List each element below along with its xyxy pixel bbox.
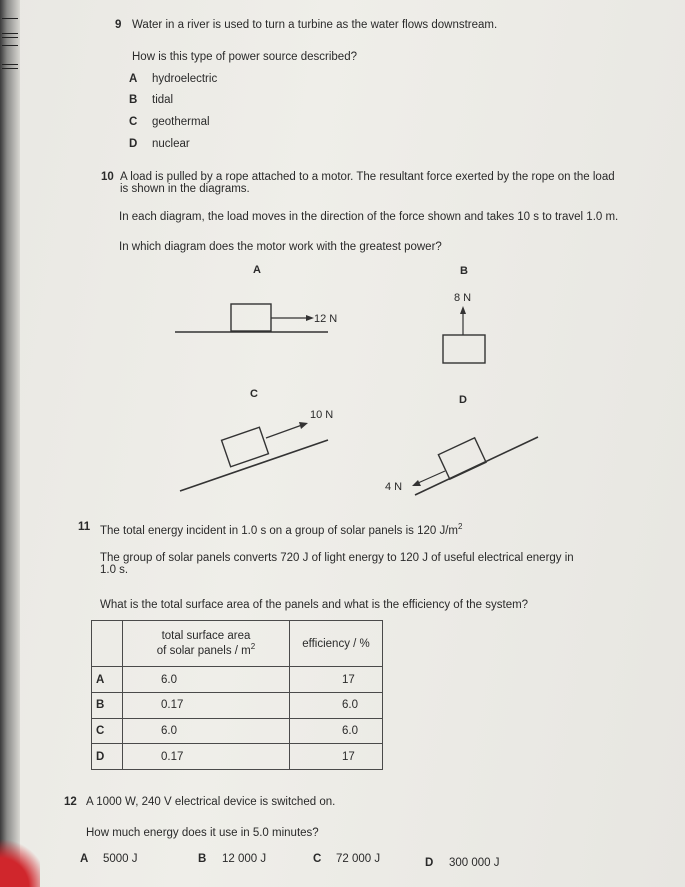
question-stem: Water in a river is used to turn a turbine as the water flows downstream. — [132, 19, 498, 31]
option-letter: C — [129, 116, 138, 128]
diagram-d-force: 4 N — [385, 481, 403, 493]
table-header-efficiency: efficiency / % — [290, 621, 383, 667]
option-letter: C — [313, 853, 322, 865]
option-letter: D — [425, 857, 434, 869]
question-stem-line1: A load is pulled by a rope attached to a motor. The resultant force exerted by the rope on the load — [120, 171, 615, 183]
question-paragraph-line2: 1.0 s. — [100, 564, 129, 576]
row-letter: B — [92, 692, 123, 718]
row-area: 6.0 — [123, 667, 290, 693]
row-letter: D — [92, 744, 123, 770]
row-area: 0.17 — [123, 692, 290, 718]
diagram-b-label: B — [460, 265, 468, 277]
question-stem: A 1000 W, 240 V electrical device is switched on. — [86, 796, 336, 808]
question-paragraph: In each diagram, the load moves in the direction of the force shown and takes 10 s to travel 1.0 m. — [119, 211, 619, 223]
row-area: 6.0 — [123, 718, 290, 744]
question-number: 10 — [101, 171, 114, 183]
diagram-c-force: 10 N — [310, 409, 334, 421]
option-letter: A — [80, 853, 89, 865]
table-row — [92, 744, 383, 770]
question-paragraph-line1: The group of solar panels converts 720 J of light energy to 120 J of useful electrical energy in — [100, 552, 574, 564]
option-text: 12 000 J — [222, 853, 267, 865]
table-row — [92, 692, 383, 718]
diagram-b-force: 8 N — [454, 292, 472, 304]
question-prompt: How is this type of power source described? — [132, 51, 357, 63]
diagram-c — [170, 415, 340, 495]
question-prompt: How much energy does it use in 5.0 minutes? — [86, 827, 319, 839]
row-efficiency: 6.0 — [290, 718, 383, 744]
diagram-c-label: C — [250, 388, 258, 400]
option-text: nuclear — [152, 138, 190, 150]
row-efficiency: 6.0 — [290, 692, 383, 718]
option-text: hydroelectric — [152, 73, 218, 85]
diagram-a-force: 12 N — [314, 313, 338, 325]
question-prompt: What is the total surface area of the panels and what is the efficiency of the system? — [100, 599, 529, 611]
question-number: 9 — [115, 19, 122, 31]
page-binding-edge — [0, 0, 20, 887]
row-letter: A — [92, 667, 123, 693]
option-text: tidal — [152, 94, 174, 106]
option-text: 300 000 J — [449, 857, 500, 869]
row-area: 0.17 — [123, 744, 290, 770]
option-text: 5000 J — [103, 853, 138, 865]
question-stem-line2: is shown in the diagrams. — [120, 183, 250, 195]
diagram-d — [400, 425, 545, 500]
table-header-area: total surface area of solar panels / $m^2$ — [123, 621, 290, 667]
question-number: 12 — [64, 796, 77, 808]
diagram-a-label: A — [253, 264, 261, 276]
table-row — [92, 667, 383, 693]
option-text: 72 000 J — [336, 853, 381, 865]
option-letter: A — [129, 73, 138, 85]
answer-table — [91, 620, 383, 770]
question-number: 11 — [78, 521, 91, 533]
question-prompt: In which diagram does the motor work with the greatest power? — [119, 241, 442, 253]
red-corner-mark — [0, 837, 40, 887]
table-header-blank — [92, 621, 123, 667]
option-letter: D — [129, 138, 138, 150]
table-row — [92, 718, 383, 744]
option-letter: B — [198, 853, 207, 865]
row-efficiency: 17 — [290, 667, 383, 693]
option-text: geothermal — [152, 116, 210, 128]
option-letter: B — [129, 94, 138, 106]
table-header-row — [92, 621, 383, 667]
question-stem: The total energy incident in 1.0 s on a group of solar panels is 120 $J/m^2$ — [100, 522, 463, 537]
row-efficiency: 17 — [290, 744, 383, 770]
diagram-b — [430, 303, 500, 369]
diagram-d-label: D — [459, 394, 467, 406]
row-letter: C — [92, 718, 123, 744]
